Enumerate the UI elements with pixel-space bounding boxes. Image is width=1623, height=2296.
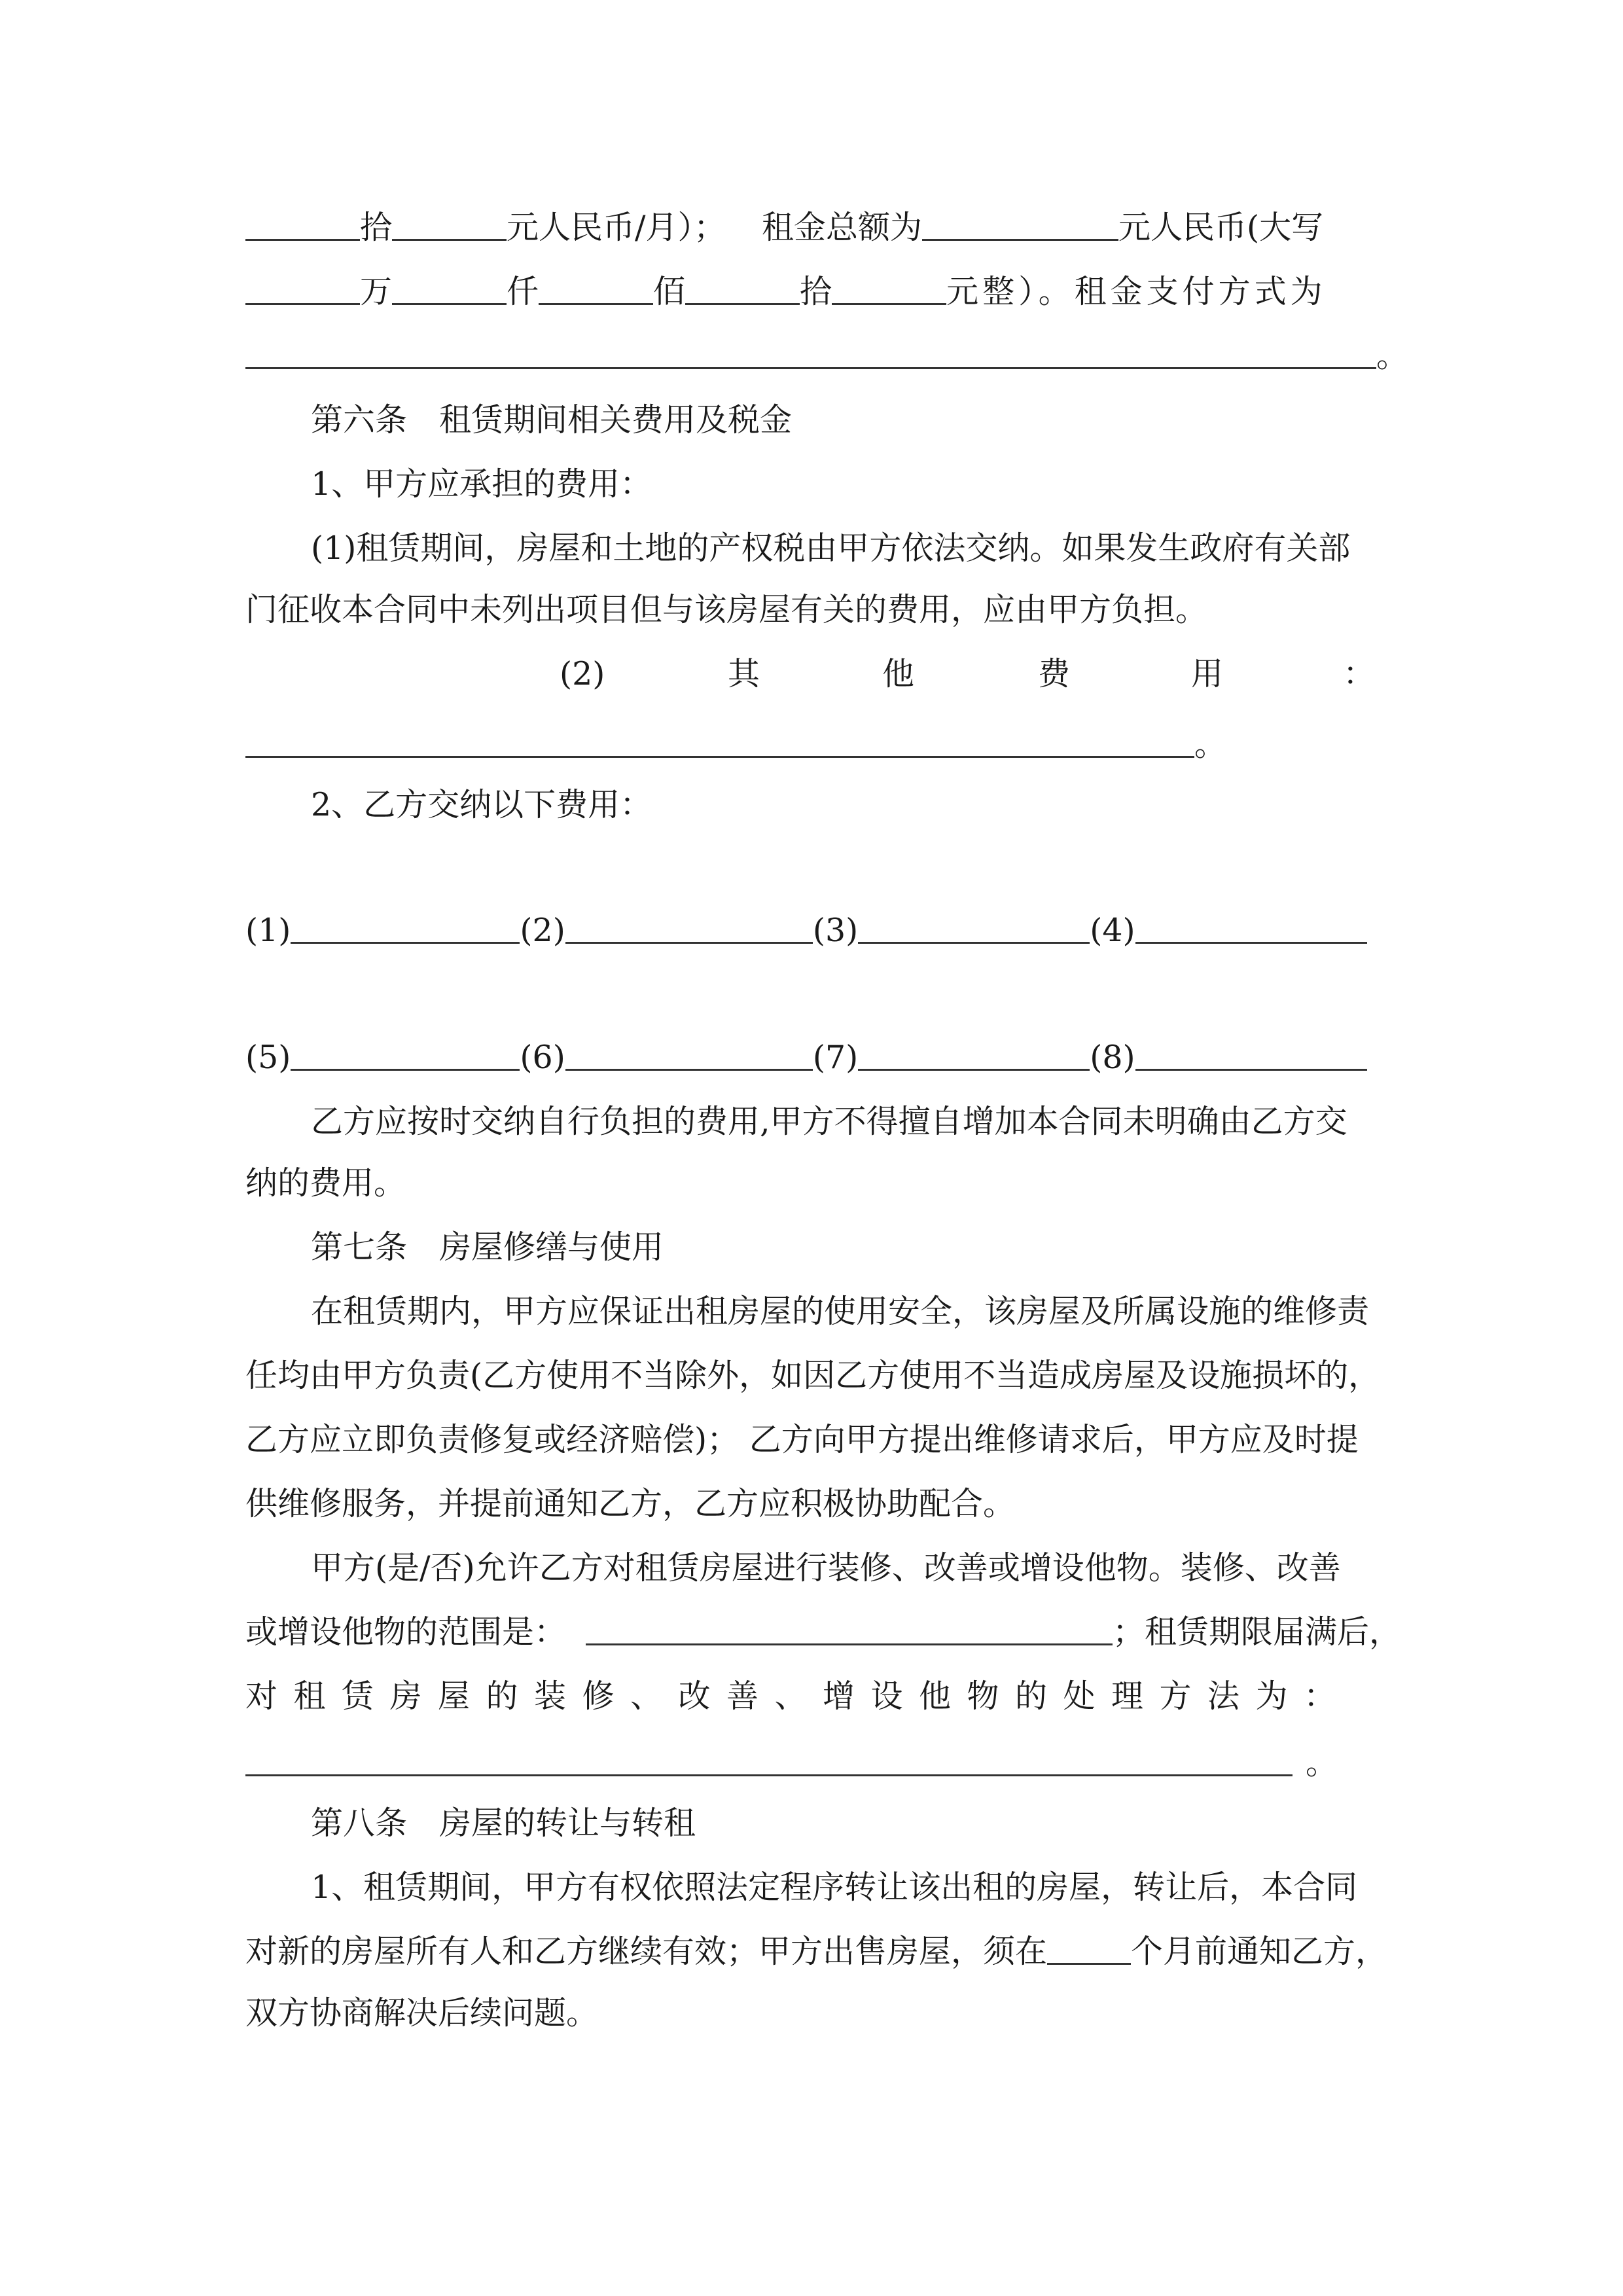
fee-row-1: (1) (2) (3) (4) [245,911,1367,950]
blank-field[interactable] [245,210,360,241]
fee-blank[interactable] [565,1040,813,1071]
payment-method-blank[interactable] [245,338,1376,369]
fee-blank[interactable] [858,913,1090,944]
article-6-title: 第六条 租赁期间相关费用及税金 [311,401,793,439]
art6-p1-line2: 门征收本合同中未列出项目但与该房屋有关的费用，应由甲方负担。 [245,591,1208,628]
art6-p1-line1: (1)租赁期间，房屋和土地的产权税由甲方依法交纳。如果发生政府有关部 [311,529,1351,567]
art7-p1-line3: 乙方应立即负责修复或经济赔偿)； 乙方向甲方提出维修请求后，甲方应及时提 [245,1421,1359,1458]
payment-method-line: 。 [245,336,1408,376]
fee-blank[interactable] [565,913,813,944]
art6-other-fees-char: 他 [882,655,915,692]
renovation-scope-blank[interactable] [586,1615,1113,1645]
art8-p1-line3: 双方协商解决后续问题。 [245,1994,599,2032]
art7-p1-line2: 任均由甲方负责(乙方使用不当除外，如因乙方使用不当造成房屋及设施损坏的， [245,1357,1381,1394]
article-8-title: 第八条 房屋的转让与转租 [311,1804,696,1842]
renovation-handling-blank[interactable] [245,1746,1293,1776]
other-fees-line: 。 [245,725,1226,764]
renovation-handling-line: 。 [245,1744,1338,1783]
fee-blank[interactable] [858,1040,1090,1071]
blank-field[interactable] [539,274,653,305]
fee-blank[interactable] [291,913,520,944]
total-rent-blank[interactable] [922,210,1118,241]
art7-p2-line1: 甲方(是/否)允许乙方对租赁房屋进行装修、改善或增设他物。装修、改善 [311,1549,1341,1587]
art6-other-fees-char: 其 [728,655,760,692]
art7-p1-line1: 在租赁期内，甲方应保证出租房屋的使用安全，该房屋及所属设施的维修责 [311,1293,1370,1330]
art6-p3-line1: 乙方应按时交纳自行负担的费用,甲方不得擅自增加本合同未明确由乙方交 [311,1103,1347,1140]
fee-row-2: (5) (6) (7) (8) [245,1038,1367,1077]
art6-other-fees-colon: ： [1343,655,1376,692]
blank-field[interactable] [245,274,360,305]
fee-blank[interactable] [1135,1040,1367,1071]
blank-field[interactable] [392,210,507,241]
art6-other-fees-char: 用 [1191,655,1224,692]
art6-other-fees-num: (2) [560,655,605,692]
art8-p1-line1: 1、租赁期间，甲方有权依照法定程序转让该出租的房屋，转让后，本合同 [311,1869,1358,1906]
art6-other-fees-char: 费 [1038,655,1071,692]
blank-field[interactable] [392,274,507,305]
fee-blank[interactable] [291,1040,520,1071]
art7-p2-line3: 对租赁房屋的装修、改善、增设他物的处理方法为： [245,1677,1352,1715]
art6-section-1: 1、甲方应承担的费用： [311,465,652,503]
blank-field[interactable] [832,274,946,305]
blank-field[interactable] [685,274,800,305]
notice-months-blank[interactable] [1047,1934,1131,1965]
fee-blank[interactable] [1135,913,1367,944]
rent-line-2: 万 仟 佰 拾 元整）。租金支付方式为 [245,272,1327,312]
art6-section-2: 2、乙方交纳以下费用： [311,786,652,823]
art7-p1-line4: 供维修服务，并提前通知乙方，乙方应积极协助配合。 [245,1485,1016,1522]
art7-p2-line2: 或增设他物的范围是： ；租赁期限届满后， [245,1613,1402,1651]
article-7-title: 第七条 房屋修缮与使用 [311,1229,664,1266]
art6-p3-line2: 纳的费用。 [245,1164,406,1202]
art8-p1-line2: 对新的房屋所有人和乙方继续有效；甲方出售房屋，须在 个月前通知乙方， [245,1933,1388,1970]
rent-line-1: 拾 元人民币/月）； 租金总额为 元人民币(大写 [245,208,1323,247]
other-fees-blank[interactable] [245,727,1194,758]
